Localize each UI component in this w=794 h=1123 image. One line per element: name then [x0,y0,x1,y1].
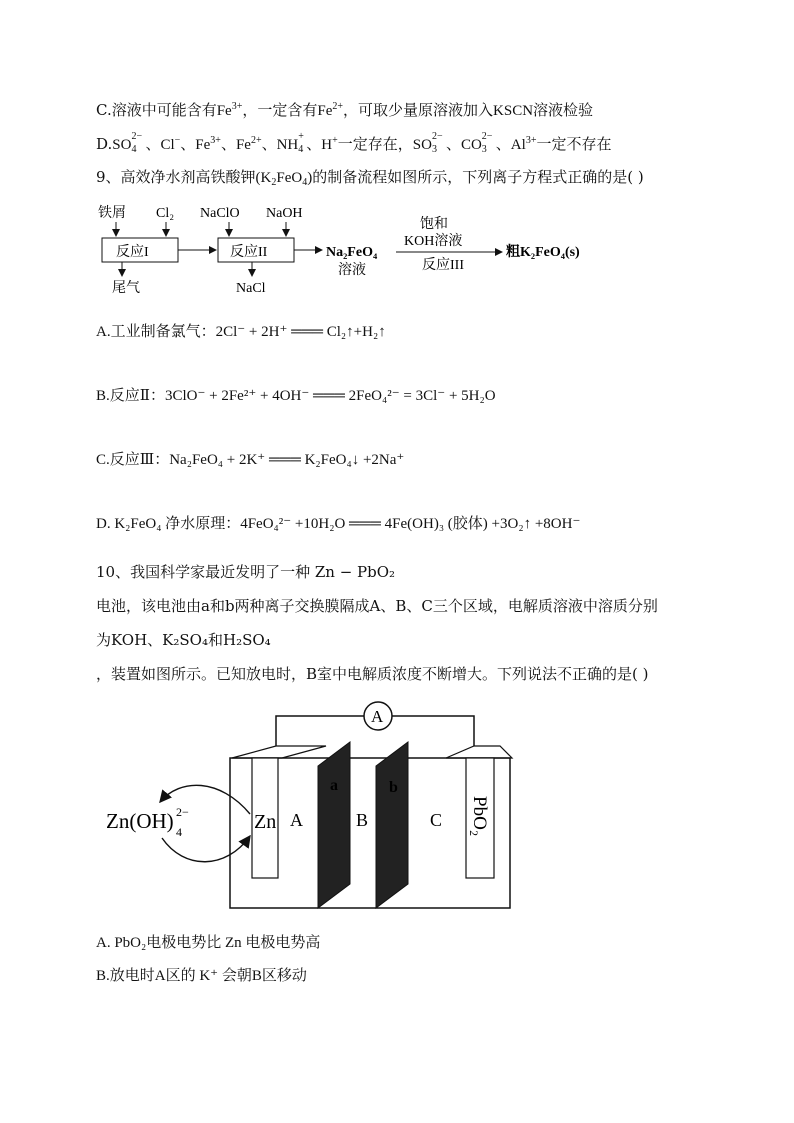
region-a-label: A [290,810,303,830]
flow-input-naclo: NaClO [200,206,240,221]
flow-box-reaction-1-label: 反应I [116,245,149,260]
membrane-b-label: b [389,779,398,796]
flow-output-tailgas: 尾气 [112,281,140,296]
q9-stem: 9、高效净水剂高铁酸钾$(K_2FeO_4)$的制备流程如图所示，下列离子方程式正确的是( ) [96,168,644,188]
q10-option-a: A. PbO₂电极电势比 Zn 电极电势高 [96,935,321,951]
membrane-a-label: a [330,777,338,794]
q9-option-b: B.反应Ⅱ：3ClO⁻ + 2Fe²⁺ + 4OH⁻ ═══ 2FeO₄²⁻ = 3Cl⁻ + 5H₂O [96,388,496,404]
q8-option-c: C.溶液中可能含有$Fe^{3+}$，一定含有$Fe^{2+}$，可取少量原溶液加入KSCN溶液检验 [96,101,594,119]
flow-intermediate-solution: 溶液 [338,263,366,278]
flow-condition-koh: KOH溶液 [404,234,463,249]
q10-option-b: B.放电时A区的 K⁺ 会朝B区移动 [96,968,307,984]
flow-intermediate-na2feo4: Na₂FeO₄ [326,245,378,260]
region-b-label: B [356,810,369,830]
q10-stem-line-2: 电池，该电池由a和b两种离子交换膜隔成A、B、C三个区域，电解质溶液中溶质分别 [96,597,658,615]
q9-option-c: C.反应Ⅲ：Na₂FeO₄ + 2K⁺ ═══ K₂FeO₄↓ +2Na⁺ [96,452,405,468]
pbo2-label: PbO₂ [469,796,490,837]
q10-stem-line-1: 10、我国科学家最近发明了一种 Zn − PbO₂ [96,563,396,581]
q9-flow-diagram [94,200,634,300]
q10-battery-diagram [100,698,530,918]
flow-condition-reaction-3: 反应III [422,258,464,273]
zn-complex-label: Zn(OH) [106,809,174,833]
zn-label: Zn [254,811,277,833]
flow-output-nacl: NaCl [236,281,266,296]
zn-complex-charge: 2− [176,805,189,819]
flow-box-reaction-2-label: 反应II [230,245,268,260]
membrane-b [376,742,408,908]
zn-complex-subscript: 4 [176,825,182,839]
flow-input-naoh: NaOH [266,206,303,221]
q9-option-a: A.工业制备氯气：2Cl⁻ + 2H⁺ ═══ Cl₂↑+H₂↑ [96,324,386,340]
flow-input-cl2: Cl₂ [156,206,175,221]
q9-option-d: D. K₂FeO₄ 净水原理：4FeO₄²⁻ +10H₂O ═══ 4Fe(OH)₃ (胶体) +3O₂↑ +8OH⁻ [96,516,581,532]
flow-condition-saturated: 饱和 [420,217,448,232]
ammeter-label: A [371,707,384,726]
q8-option-d: D.SO 2− 4 、Cl−、$Fe^{3+}$、$Fe^{2+}$、NH + 4 、H+一定存在，SO 2− 3 、CO 2− 3 、$Al^{3+}$一定不存在 [96,131,612,155]
arrow-from-zn-complex [162,836,250,862]
membrane-a [318,742,350,908]
q10-stem-line-3: 为KOH、K₂SO₄和H₂SO₄ [96,631,271,649]
flow-final-product: 粗K₂FeO₄(s) [506,245,580,260]
q10-stem-line-4: ，装置如图所示。已知放电时，B室中电解质浓度不断增大。下列说法不正确的是( ) [96,665,649,683]
region-c-label: C [430,810,443,830]
flow-input-iron: 铁屑 [98,206,126,221]
